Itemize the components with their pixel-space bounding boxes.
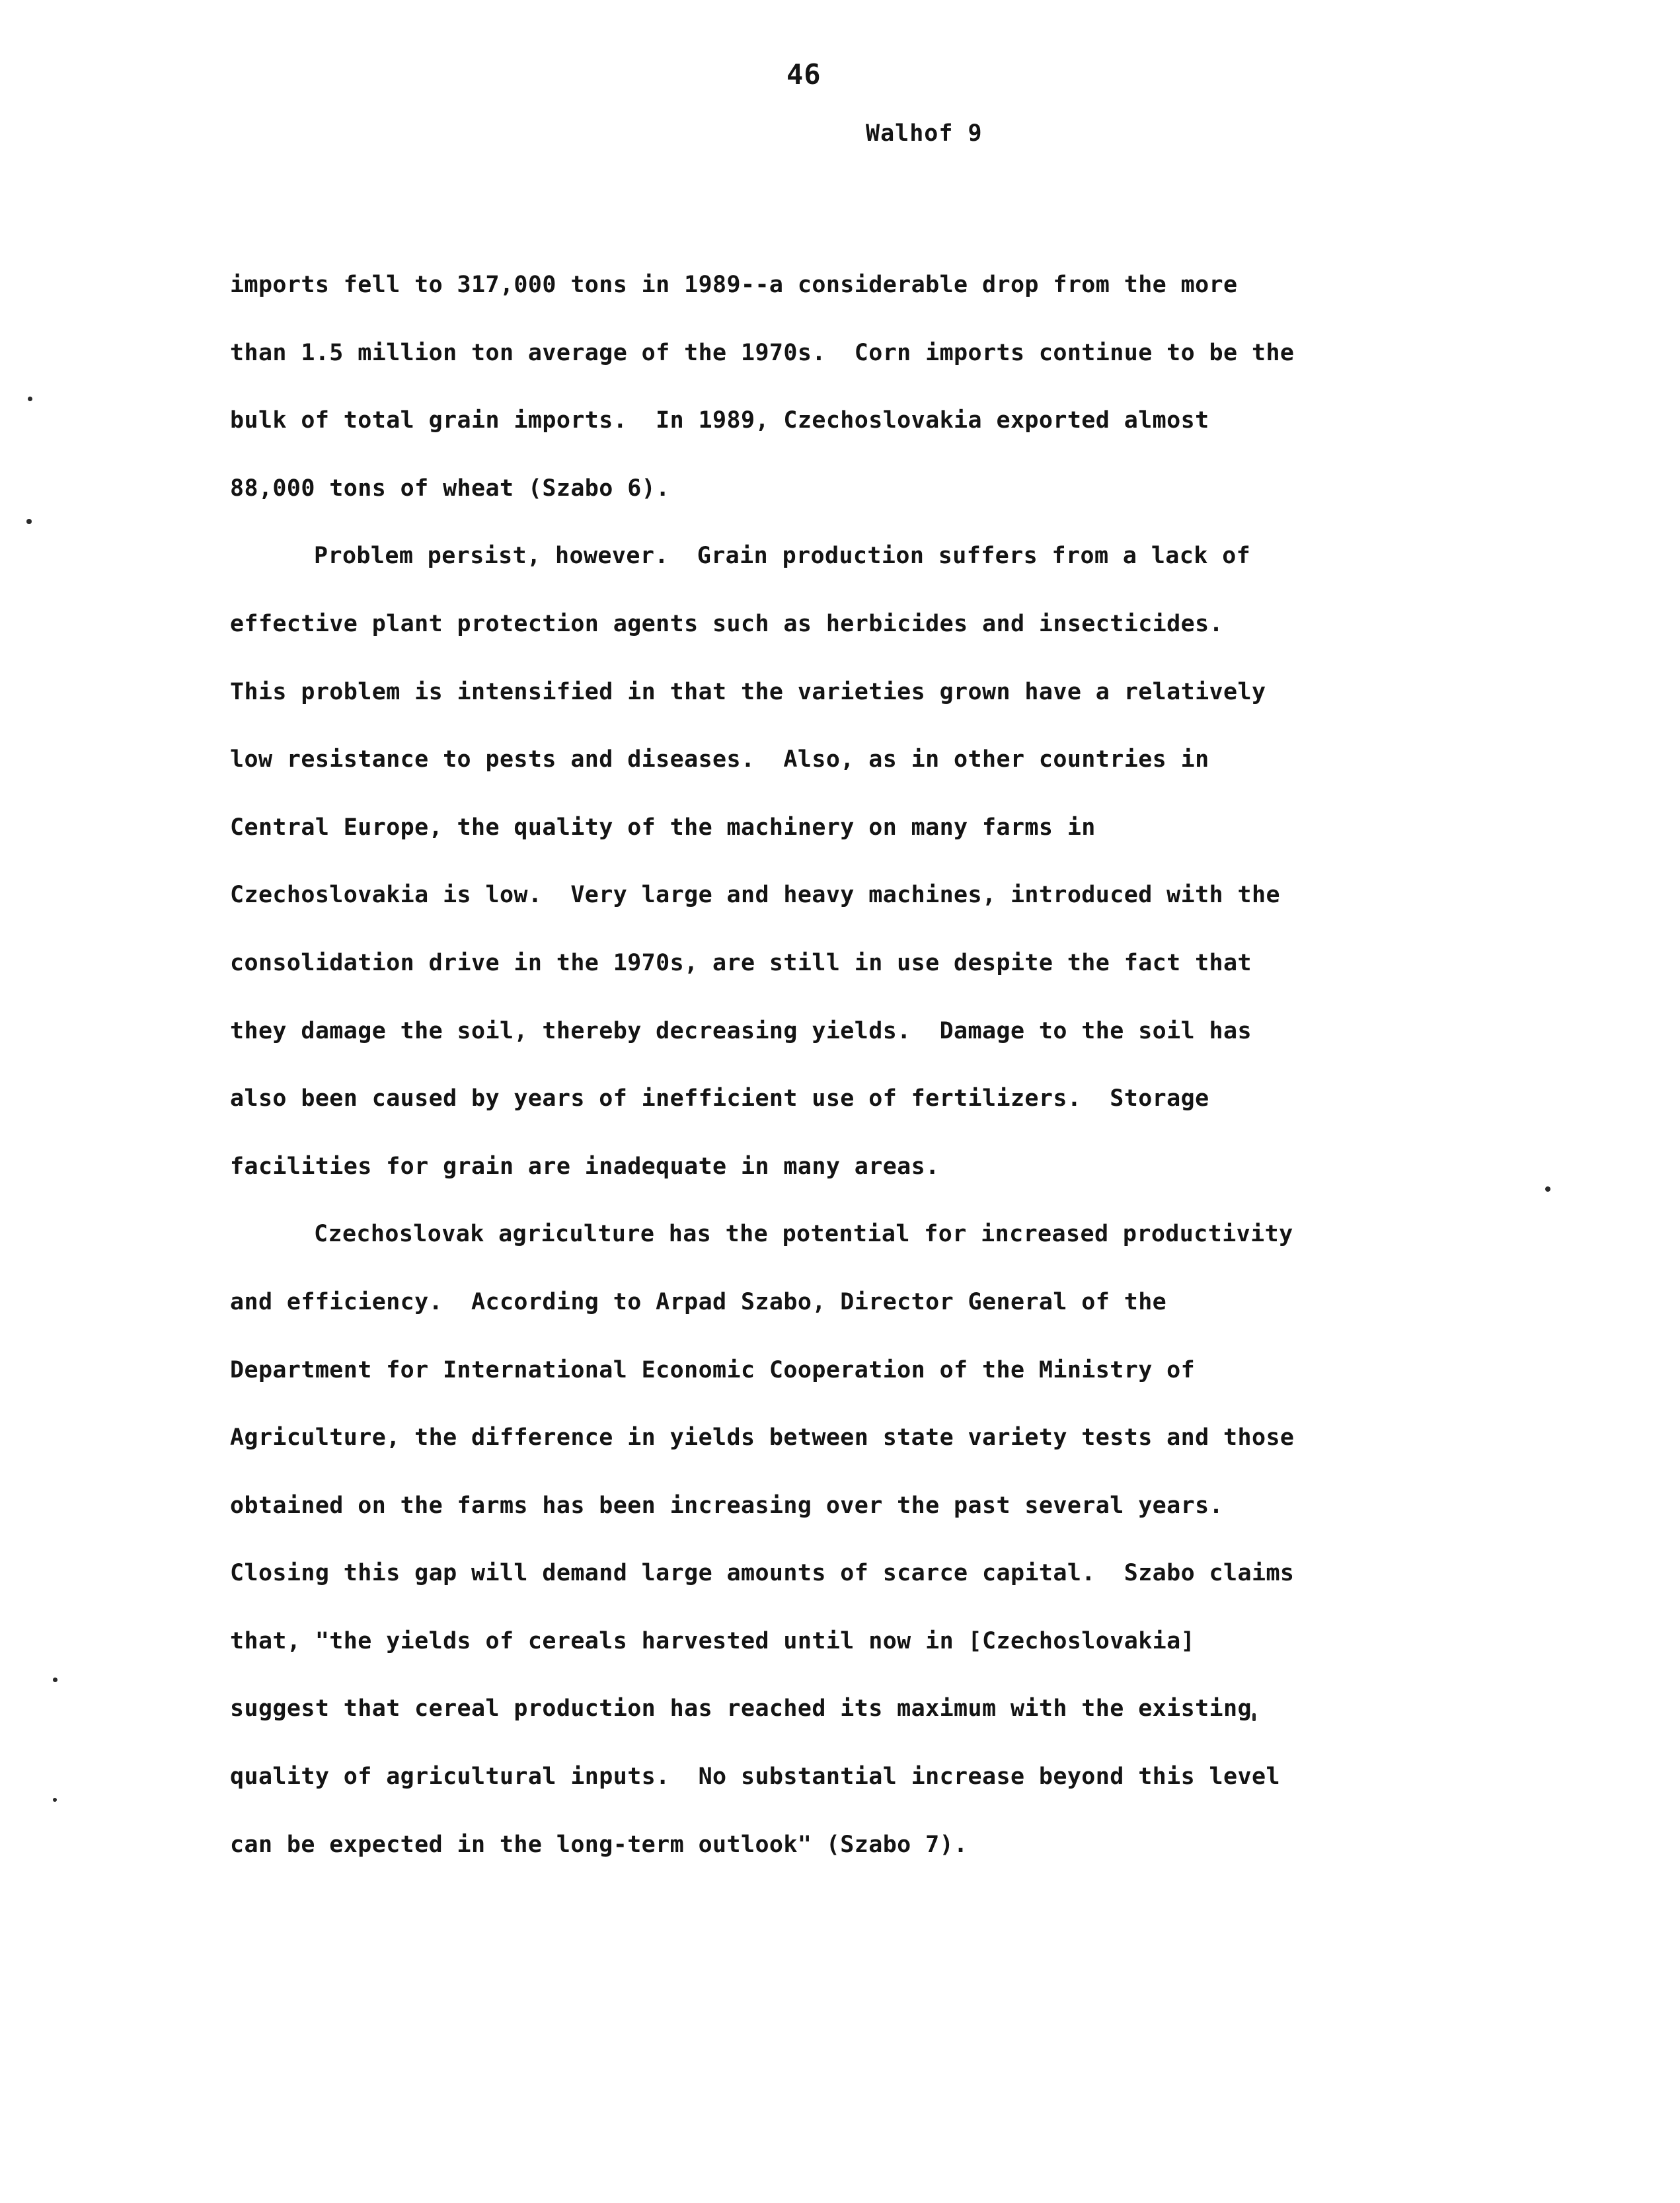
text-line: bulk of total grain imports. In 1989, Czechoslovakia exported almost: [230, 407, 1209, 434]
text-line: This problem is intensified in that the varieties grown have a relatively: [230, 678, 1266, 705]
text-line: facilities for grain are inadequate in many areas.: [230, 1153, 940, 1180]
scan-speck: [28, 397, 32, 401]
text-line: Department for International Economic Cooperation of the Ministry of: [230, 1356, 1196, 1383]
text-line: Central Europe, the quality of the machinery on many farms in: [230, 814, 1096, 841]
text-line: low resistance to pests and diseases. Also, as in other countries in: [230, 746, 1209, 773]
paragraph-first-line: Problem persist, however. Grain production suffers from a lack of: [314, 543, 1251, 570]
body-text: [230, 251, 1506, 1878]
text-line: Czechoslovakia is low. Very large and heavy machines, introduced with the: [230, 882, 1280, 909]
running-header: Walhof 9: [866, 120, 983, 147]
text-line: obtained on the farms has been increasing over the past several years.: [230, 1492, 1224, 1519]
paragraph-first-line: Czechoslovak agriculture has the potential for increased productivity: [314, 1221, 1293, 1248]
text-line: suggest that cereal production has reached its maximum with the existing: [230, 1695, 1252, 1722]
scan-speck: [1545, 1186, 1550, 1192]
page-number: 46: [786, 58, 821, 91]
scan-speck: [53, 1678, 57, 1682]
text-line: and efficiency. According to Arpad Szabo, Director General of the: [230, 1288, 1167, 1315]
scan-speck: [53, 1798, 57, 1802]
text-line: also been caused by years of inefficient use of fertilizers. Storage: [230, 1085, 1209, 1112]
text-line: than 1.5 million ton average of the 1970s. Corn imports continue to be the: [230, 339, 1295, 366]
scan-speck: [26, 519, 32, 524]
text-line: consolidation drive in the 1970s, are still in use despite the fact that: [230, 949, 1252, 976]
text-line: imports fell to 317,000 tons in 1989--a considerable drop from the more: [230, 272, 1238, 298]
text-line: they damage the soil, thereby decreasing yields. Damage to the soil has: [230, 1017, 1252, 1044]
text-line: Agriculture, the difference in yields between state variety tests and those: [230, 1424, 1295, 1451]
scan-speck: [1252, 1713, 1256, 1721]
text-line: quality of agricultural inputs. No substantial increase beyond this level: [230, 1763, 1280, 1791]
text-line: can be expected in the long-term outlook" (Szabo 7).: [230, 1831, 968, 1858]
text-line: effective plant protection agents such as herbicides and insecticides.: [230, 610, 1224, 637]
text-line: Closing this gap will demand large amounts of scarce capital. Szabo claims: [230, 1560, 1295, 1587]
text-line: 88,000 tons of wheat (Szabo 6).: [230, 475, 670, 502]
text-line: that, "the yields of cereals harvested until now in [Czechoslovakia]: [230, 1627, 1196, 1654]
